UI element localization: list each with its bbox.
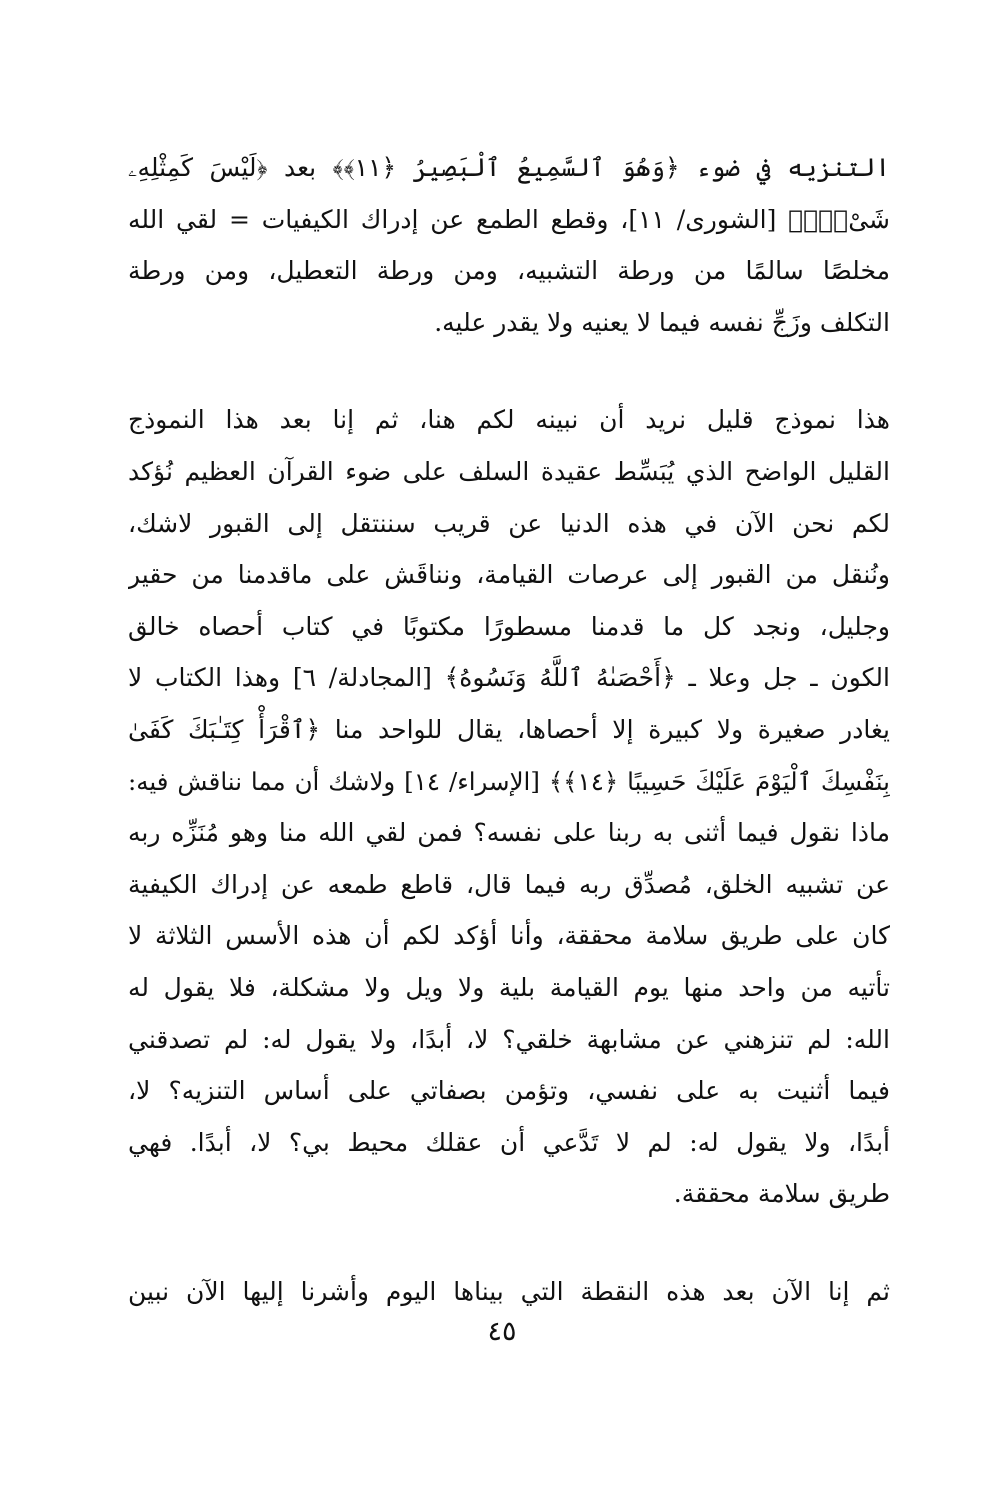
text-line: مخلصًا سالمًا من ورطة التشبيه، ومن ورطة التعطيل، ومن ورطة — [128, 256, 890, 286]
text-line: ونُنقل من القبور إلى عرصات القيامة، ونناقَش على ماقدمنا من حقير — [128, 560, 890, 590]
paragraph-2 — [128, 394, 890, 1220]
text-line: وجليل، ونجد كل ما قدمنا مسطورًا مكتوبًا في كتاب أحصاه خالق — [128, 611, 890, 641]
text-line: يغادر صغيرة ولا كبيرة إلا أحصاها، يقال للواحد منا ﴿ٱقْرَأْ كِتَـٰبَكَ كَفَىٰ — [128, 714, 890, 744]
text-line: ماذا نقول فيما أثنى به ربنا على نفسه؟ فمن لقي الله منا وهو مُنَزِّه ربه — [128, 818, 890, 848]
paragraph-1 — [128, 142, 890, 348]
text-line: عن تشبيه الخلق، مُصدِّق ربه فيما قال، قاطع طمعه عن إدراك الكيفية — [128, 869, 890, 899]
text-line: الله: لم تنزهني عن مشابهة خلقي؟ لا، أبدًا، ولا يقول له: لم تصدقني — [128, 1024, 890, 1054]
text-line: أبدًا، ولا يقول له: لم لا تَدَّعي أن عقلك محيط بي؟ لا، أبدًا. فهي — [128, 1127, 890, 1157]
text-line: لكم نحن الآن في هذه الدنيا عن قريب سننتقل إلى القبور لاشك، — [128, 508, 890, 538]
text-line: الكون ـ جل وعلا ـ ﴿أَحْصَىٰهُ ٱللَّهُ وَنَسُوهُ﴾ [المجادلة/ ٦] وهذا الكتاب لا — [128, 663, 890, 693]
text-line: تأتيه من واحد منها يوم القيامة بلية ولا ويل ولا مشكلة، فلا يقول له — [128, 972, 890, 1002]
text-line: التكلف وزَجِّ نفسه فيما لا يعنيه ولا يقدر عليه. — [434, 307, 890, 337]
text-line: التنزيه في ضوء ﴿وَهُوَ ٱلسَّمِيعُ ٱلْبَصِيرُ ﴿١١﴾﴾ بعد ﴿لَيْسَ كَمِثْلِهِۦ — [128, 153, 890, 182]
text-line: القليل الواضح الذي يُبَسِّط عقيدة السلف على ضوء القرآن العظيم نُؤكد — [128, 456, 890, 486]
text-line: كان على طريق سلامة محققة، وأنا أؤكد لكم أن هذه الأسس الثلاثة لا — [128, 921, 890, 951]
page-body — [128, 142, 890, 1317]
text-line: ثم إنا الآن بعد هذه النقطة التي بيناها اليوم وأشرنا إليها الآن نبين — [128, 1276, 890, 1306]
text-line: طريق سلامة محققة. — [673, 1179, 890, 1209]
text-line: بِنَفْسِكَ ٱلْيَوْمَ عَلَيْكَ حَسِيبًا ﴿١٤﴾﴾ [الإسراء/ ١٤] ولاشك أن مما نناقش فيه: — [128, 766, 890, 796]
text-line: شَىْءٌۖ﴾ [الشورى/ ١١]، وقطع الطمع عن إدراك الكيفيات = لقي الله — [128, 204, 890, 234]
paragraph-3 — [128, 1266, 890, 1318]
text-line: هذا نموذج قليل نريد أن نبينه لكم هنا، ثم إنا بعد هذا النموذج — [128, 405, 890, 435]
text-line: فيما أثنيت به على نفسي، وتؤمن بصفاتي على أساس التنزيه؟ لا، — [128, 1076, 890, 1106]
page-number: ٤٥ — [487, 1316, 517, 1347]
